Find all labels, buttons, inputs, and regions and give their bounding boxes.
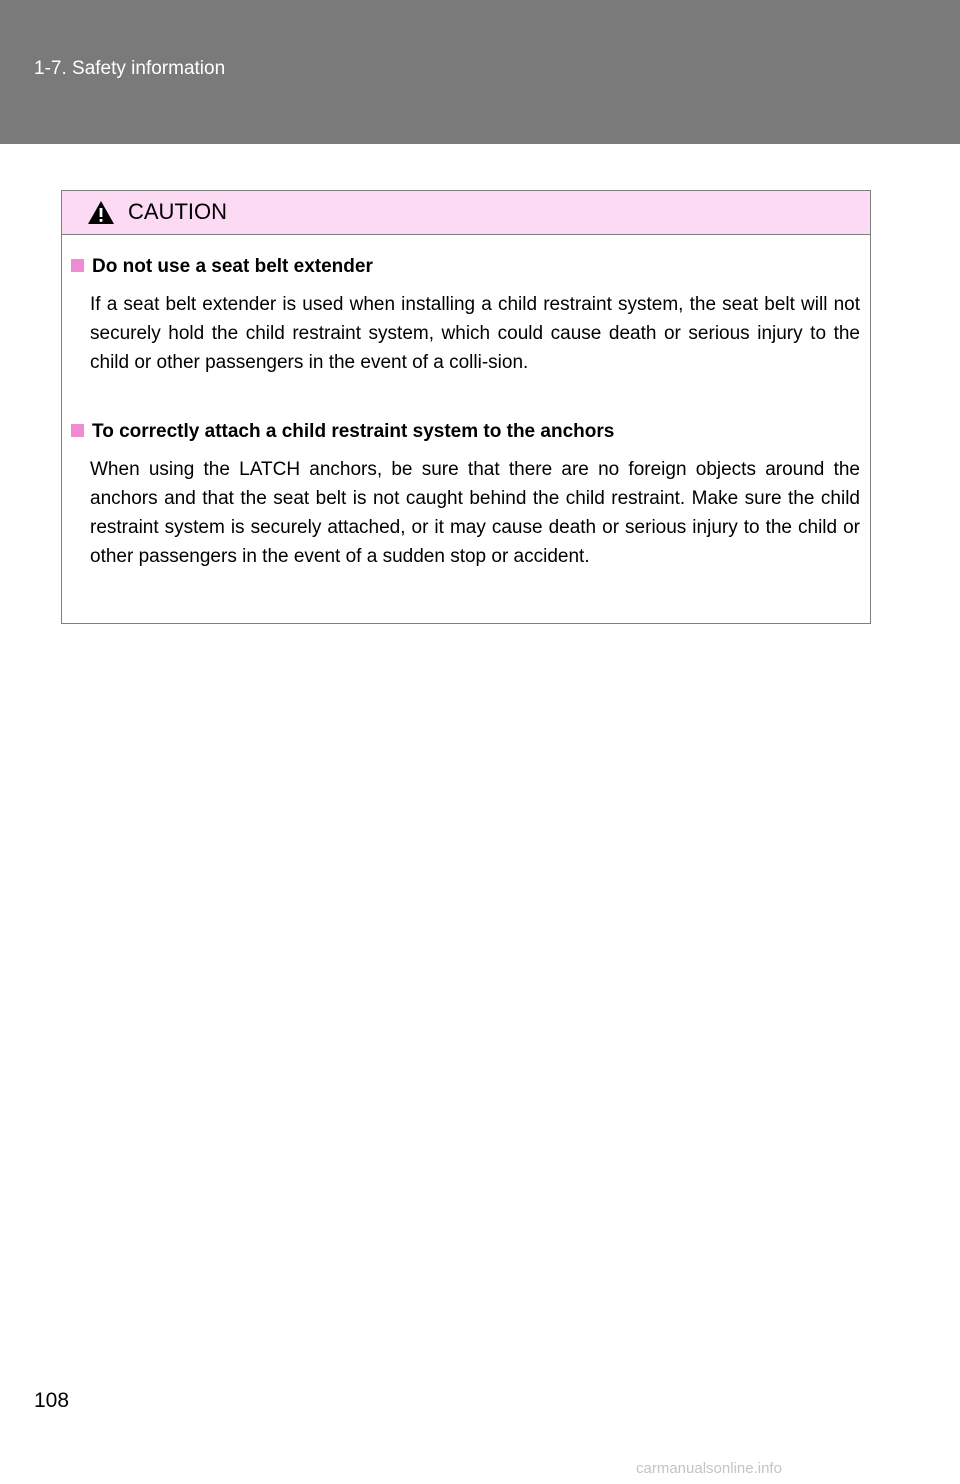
page-header xyxy=(0,0,960,144)
caution-item-body: If a seat belt extender is used when installing a child restraint system, the seat belt will not securely hold the child restraint system, which could cause death or serious injury to the child or other passengers in the event of a colli-sion. xyxy=(90,294,860,373)
section-title: 1-7. Safety information xyxy=(34,58,226,79)
watermark: carmanualsonline.info xyxy=(636,1460,782,1477)
warning-triangle-icon xyxy=(87,200,115,225)
caution-title: CAUTION xyxy=(128,199,227,224)
page-number: 108 xyxy=(34,1389,70,1412)
square-bullet-icon xyxy=(71,259,84,272)
caution-item-heading xyxy=(71,255,373,279)
caution-box xyxy=(61,190,871,624)
square-bullet-icon xyxy=(71,424,84,437)
caution-header xyxy=(62,191,870,235)
caution-item-heading-text: Do not use a seat belt extender xyxy=(92,256,373,277)
caution-item-body: When using the LATCH anchors, be sure that there are no foreign objects around the anchors and that the seat belt is not caught behind the child restraint. Make sure the child restraint system is securely attached, or it may cause death or serious injury to the child or other passengers in the event of a sudden stop or accident. xyxy=(90,459,860,567)
caution-item-heading xyxy=(71,420,614,444)
caution-item-heading-text: To correctly attach a child restraint system to the anchors xyxy=(92,421,615,442)
